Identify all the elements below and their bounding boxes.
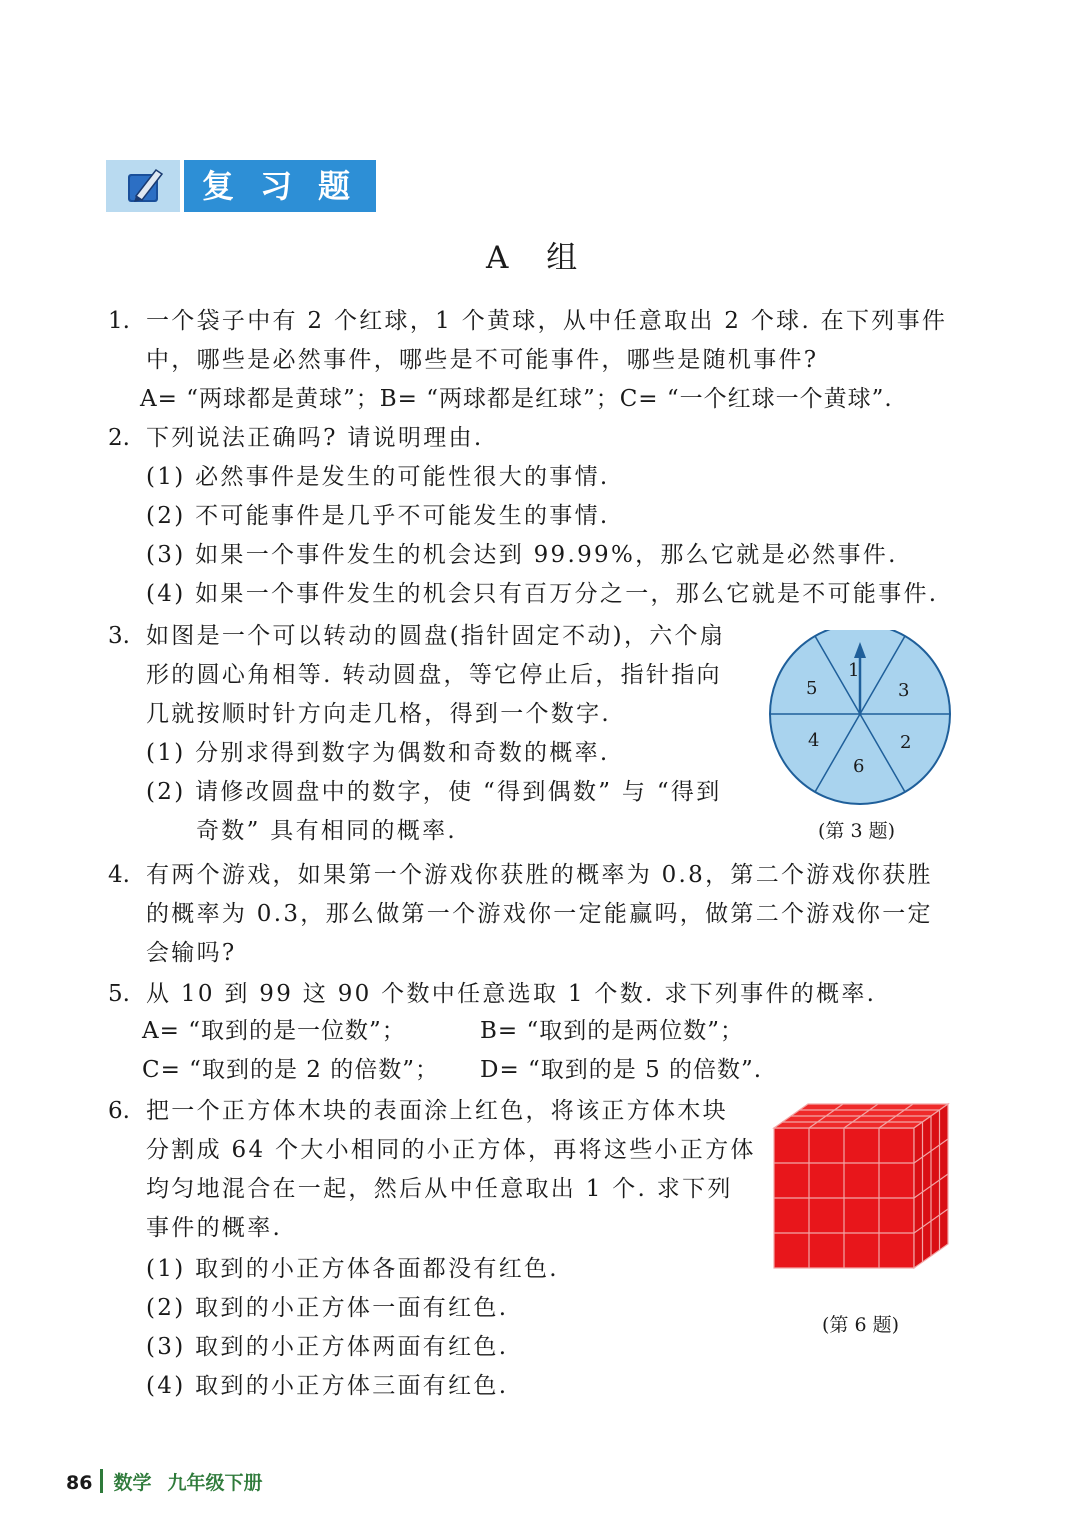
footer-grade: 九年级下册: [167, 1472, 263, 1494]
q3-line: 几就按顺时针方向走几格，得到一个数字.: [146, 701, 612, 727]
q6-item: (1) 取到的小正方体各面都没有红色.: [146, 1256, 559, 1282]
sector-number: 3: [898, 680, 910, 701]
q1-events: A= “两球都是黄球”；B= “两球都是红球”；C= “一个红球一个黄球”.: [140, 386, 893, 412]
question-number-5: 5.: [108, 981, 130, 1007]
sector-number: 5: [806, 678, 818, 699]
spinner-figure: [762, 630, 958, 810]
q4-line: 有两个游戏，如果第一个游戏你获胜的概率为 0.8，第二个游戏你获胜: [146, 862, 933, 888]
footer-divider: [100, 1469, 103, 1493]
q1-line: 一个袋子中有 2 个红球，1 个黄球，从中任意取出 2 个球. 在下列事件: [146, 308, 948, 334]
q6-line: 均匀地混合在一起，然后从中任意取出 1 个. 求下列: [146, 1176, 733, 1202]
q4-line: 会输吗?: [146, 940, 237, 966]
q5-stem: 从 10 到 99 这 90 个数中任意选取 1 个数. 求下列事件的概率.: [146, 981, 877, 1007]
q2-item: (2) 不可能事件是几乎不可能发生的事情.: [146, 503, 610, 529]
question-number-1: 1.: [108, 308, 130, 334]
q5-event-a: A= “取到的是一位数”；: [142, 1018, 406, 1044]
section-header: [106, 160, 376, 212]
q6-line: 分割成 64 个大小相同的小正方体，再将这些小正方体: [146, 1137, 756, 1163]
question-number-2: 2.: [108, 425, 130, 451]
figure-caption-6: (第 6 题): [822, 1314, 899, 1336]
q6-line: 事件的概率.: [146, 1215, 283, 1241]
question-number-4: 4.: [108, 862, 130, 888]
question-number-6: 6.: [108, 1098, 130, 1124]
sector-number: 1: [848, 660, 860, 681]
q6-item: (4) 取到的小正方体三面有红色.: [146, 1373, 509, 1399]
cube-figure: [770, 1100, 952, 1286]
q3-item: (1) 分别求得到数字为偶数和奇数的概率.: [146, 740, 610, 766]
sector-number: 2: [900, 732, 912, 753]
q3-item: (2) 请修改圆盘中的数字，使 “得到偶数” 与 “得到: [146, 779, 722, 805]
figure-caption-3: (第 3 题): [818, 820, 895, 842]
q3-item: 奇数” 具有相同的概率.: [196, 818, 457, 844]
q6-item: (3) 取到的小正方体两面有红色.: [146, 1334, 509, 1360]
q6-item: (2) 取到的小正方体一面有红色.: [146, 1295, 509, 1321]
sector-number: 4: [808, 730, 820, 751]
q3-line: 如图是一个可以转动的圆盘(指针固定不动)，六个扇: [146, 623, 726, 649]
footer-subject: 数学: [113, 1472, 152, 1494]
q4-line: 的概率为 0.3，那么做第一个游戏你一定能赢吗，做第二个游戏你一定: [146, 901, 933, 927]
q2-item: (1) 必然事件是发生的可能性很大的事情.: [146, 464, 610, 490]
q2-stem: 下列说法正确吗? 请说明理由.: [146, 425, 484, 451]
q5-event-b: B= “取到的是两位数”；: [480, 1018, 745, 1044]
question-number-3: 3.: [108, 623, 130, 649]
q3-line: 形的圆心角相等. 转动圆盘，等它停止后，指针指向: [146, 662, 722, 688]
q2-item: (3) 如果一个事件发生的机会达到 99.99%，那么它就是必然事件.: [146, 542, 898, 568]
group-title: A 组: [486, 240, 592, 276]
q2-item: (4) 如果一个事件发生的机会只有百万分之一，那么它就是不可能事件.: [146, 581, 939, 607]
q5-event-d: D= “取到的是 5 的倍数”.: [480, 1057, 763, 1083]
section-title: 复习题: [202, 167, 377, 205]
sector-number: 6: [853, 756, 865, 777]
q1-line: 中，哪些是必然事件，哪些是不可能事件，哪些是随机事件?: [146, 347, 819, 373]
page-number: 86: [66, 1472, 93, 1494]
q5-event-c: C= “取到的是 2 的倍数”；: [142, 1057, 439, 1083]
page-footer: [66, 1468, 262, 1498]
pencil-note-icon: [106, 160, 180, 212]
q6-line: 把一个正方体木块的表面涂上红色，将该正方体木块: [146, 1098, 728, 1124]
